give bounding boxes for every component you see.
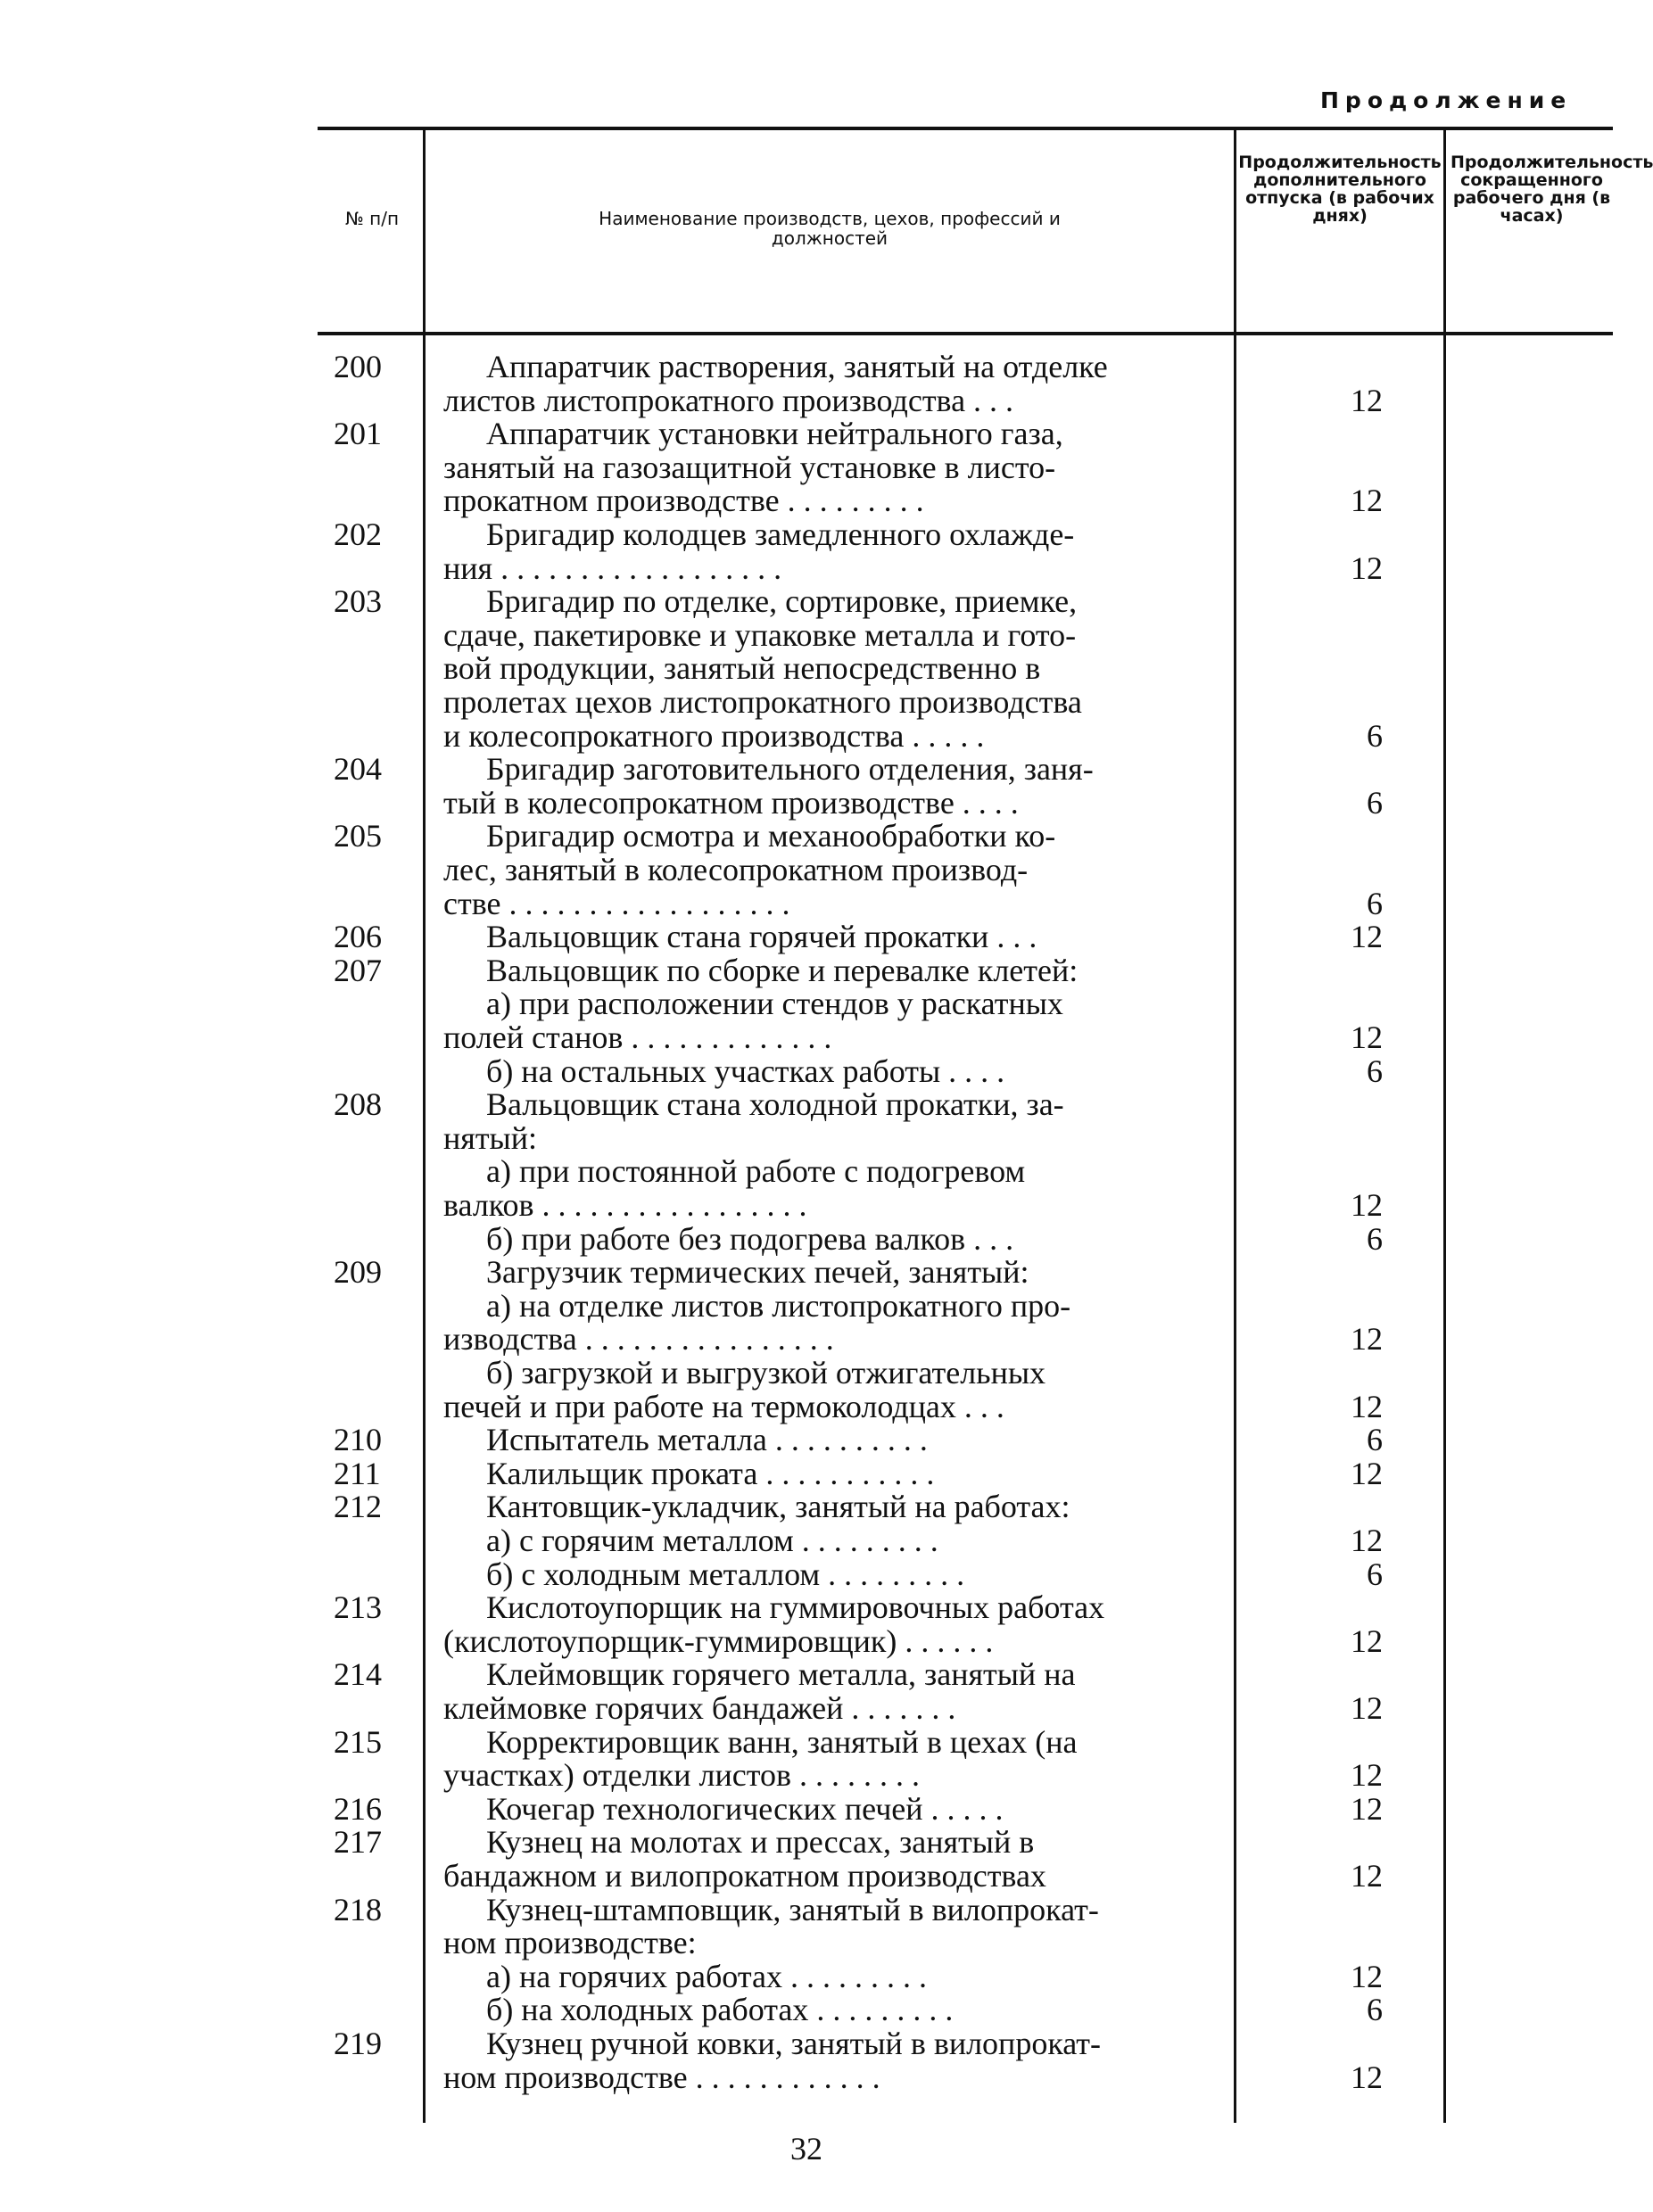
- description-line: Кузнец-штамповщик, занятый в вилопрокат-: [486, 1891, 1099, 1927]
- row-description: [443, 1891, 1227, 2028]
- description-line: нятый:: [443, 1119, 538, 1156]
- table-row: [0, 1088, 1613, 1256]
- row-number: 216: [334, 1790, 382, 1827]
- description-line: Кузнец на молотах и прессах, занятый в: [486, 1824, 1035, 1861]
- row-number: 212: [334, 1489, 382, 1525]
- leave-days-value: 12: [1351, 1019, 1383, 1055]
- header-name: Наименование производств, цехов, профессий и должностей: [599, 208, 1061, 249]
- description-line: а) на горячих работах . . . . . . . . .: [486, 1958, 927, 1994]
- description-line: Вальцовщик стана горячей прокатки . . .: [486, 919, 1037, 955]
- header-additional-leave: Продолжительность дополнительного отпуска (в рабочих днях): [1238, 153, 1442, 226]
- description-line: (кислотоупорщик-гуммировщик) . . . . . .: [443, 1622, 994, 1659]
- row-number: 215: [334, 1723, 382, 1760]
- row-description: [443, 753, 1227, 820]
- leave-days-value: 12: [1351, 1757, 1383, 1794]
- table-row: [0, 1723, 1613, 1794]
- description-line: б) при работе без подогрева валков . . .: [486, 1220, 1014, 1257]
- row-number: 219: [334, 2026, 382, 2061]
- description-line: Бригадир заготовительного отделения, заня-: [486, 751, 1094, 788]
- description-line: Бригадир осмотра и механообработки ко-: [486, 818, 1056, 854]
- description-line: Загрузчик термических печей, занятый:: [486, 1254, 1029, 1291]
- description-line: Кузнец ручной ковки, занятый в вилопрокат-: [486, 2026, 1102, 2061]
- table-row: [0, 1891, 1613, 2028]
- table-row: [0, 585, 1613, 753]
- leave-days-value: 12: [1351, 549, 1383, 586]
- table-row: [0, 1457, 1613, 1491]
- description-line: Кантовщик-укладчик, занятый на работах:: [486, 1489, 1070, 1525]
- description-line: листов листопрокатного производства . . .: [443, 382, 1014, 418]
- leave-days-value: 12: [1351, 1321, 1383, 1358]
- description-line: тый в колесопрокатном производстве . . . .: [443, 784, 1019, 821]
- description-line: занятый на газозащитной установке в листо-: [443, 449, 1056, 485]
- row-description: [443, 820, 1227, 920]
- description-line: лес, занятый в колесопрокатном производ-: [443, 851, 1029, 887]
- description-line: бандажном и вилопрокатном производствах: [443, 1857, 1046, 1894]
- description-line: и колесопрокатного производства . . . . .: [443, 717, 985, 754]
- description-line: ния . . . . . . . . . . . . . . . . . .: [443, 549, 782, 586]
- table-row: [0, 1424, 1613, 1457]
- leave-days-value: 12: [1351, 1186, 1383, 1223]
- table-row: [0, 351, 1613, 417]
- row-description: [443, 1790, 1227, 1827]
- leave-days-value: 12: [1351, 1622, 1383, 1659]
- description-line: Бригадир по отделке, сортировке, приемке,: [486, 583, 1078, 620]
- row-number: 218: [334, 1891, 382, 1927]
- leave-days-value: 6: [1367, 1556, 1383, 1592]
- description-line: Бригадир колодцев замедленного охлажде-: [486, 516, 1075, 552]
- description-line: прокатном производстве . . . . . . . . .: [443, 483, 924, 519]
- leave-days-value: 6: [1367, 1220, 1383, 1257]
- table-row: [0, 920, 1613, 954]
- leave-days-value: 12: [1351, 1790, 1383, 1827]
- leave-days-value: 6: [1367, 885, 1383, 921]
- table-row: [0, 1591, 1613, 1658]
- row-description: [443, 518, 1227, 585]
- description-line: Клеймовщик горячего металла, занятый на: [486, 1656, 1076, 1693]
- row-description: [443, 1256, 1227, 1424]
- leave-days-value: 12: [1351, 1455, 1383, 1491]
- row-description: [443, 1424, 1227, 1457]
- table-row: [0, 2027, 1613, 2094]
- header-number: № п/п: [344, 208, 400, 229]
- row-number: 213: [334, 1589, 382, 1626]
- leave-days-value: 6: [1367, 1052, 1383, 1089]
- description-line: ном производстве:: [443, 1925, 697, 1961]
- row-number: 206: [334, 919, 382, 955]
- leave-days-value: 12: [1351, 1522, 1383, 1558]
- row-description: [443, 1088, 1227, 1256]
- description-line: участках) отделки листов . . . . . . . .: [443, 1757, 920, 1794]
- row-number: 203: [334, 583, 382, 620]
- row-number: 210: [334, 1422, 382, 1458]
- row-description: [443, 954, 1227, 1088]
- row-number: 201: [334, 416, 382, 452]
- row-number: 217: [334, 1824, 382, 1861]
- table-row: [0, 1490, 1613, 1591]
- description-line: б) на остальных участках работы . . . .: [486, 1052, 1005, 1089]
- description-line: Аппаратчик растворения, занятый на отделке: [486, 349, 1108, 384]
- row-description: [443, 2027, 1227, 2094]
- row-description: [443, 1457, 1227, 1491]
- description-line: сдаче, пакетировке и упаковке металла и гото-: [443, 616, 1077, 653]
- leave-days-value: 12: [1351, 2059, 1383, 2095]
- leave-days-value: 6: [1367, 1422, 1383, 1458]
- leave-days-value: 6: [1367, 1992, 1383, 2028]
- description-line: Испытатель металла . . . . . . . . . .: [486, 1422, 928, 1458]
- table-row: [0, 1790, 1613, 1827]
- leave-days-value: 12: [1351, 1857, 1383, 1894]
- description-line: Кочегар технологических печей . . . . .: [486, 1790, 1004, 1827]
- description-line: пролетах цехов листопрокатного производства: [443, 683, 1082, 720]
- description-line: ном производстве . . . . . . . . . . . .: [443, 2059, 880, 2095]
- header-reduced-hours: Продолжительность сокращенного рабочего дня (в часах): [1451, 153, 1653, 226]
- description-line: а) с горячим металлом . . . . . . . . .: [486, 1522, 938, 1558]
- description-line: стве . . . . . . . . . . . . . . . . . .: [443, 885, 790, 921]
- row-description: [443, 1723, 1227, 1794]
- table-row: [0, 753, 1613, 820]
- leave-days-value: 12: [1351, 483, 1383, 519]
- description-line: вой продукции, занятый непосредственно в: [443, 650, 1041, 687]
- row-number: 207: [334, 952, 382, 988]
- description-line: а) при постоянной работе с подогревом: [486, 1153, 1026, 1190]
- table-row: [0, 1256, 1613, 1424]
- row-description: [443, 351, 1227, 417]
- row-description: [443, 1826, 1227, 1893]
- header-bottom-rule: [318, 332, 1613, 335]
- leave-days-value: 12: [1351, 382, 1383, 418]
- row-number: 205: [334, 818, 382, 854]
- page-number: 32: [790, 2131, 822, 2167]
- description-line: а) на отделке листов листопрокатного про-: [486, 1287, 1071, 1324]
- description-line: клеймовке горячих бандажей . . . . . . .: [443, 1689, 956, 1726]
- row-number: 202: [334, 516, 382, 552]
- row-description: [443, 1490, 1227, 1591]
- description-line: изводства . . . . . . . . . . . . . . . .: [443, 1321, 834, 1358]
- row-number: 214: [334, 1656, 382, 1693]
- description-line: полей станов . . . . . . . . . . . . .: [443, 1019, 832, 1055]
- description-line: б) на холодных работах . . . . . . . . .: [486, 1992, 954, 2028]
- description-line: б) загрузкой и выгрузкой отжигательных: [486, 1354, 1046, 1391]
- table-row: [0, 518, 1613, 585]
- description-line: б) с холодным металлом . . . . . . . . .: [486, 1556, 965, 1592]
- description-line: Калильщик проката . . . . . . . . . . .: [486, 1455, 935, 1491]
- continuation-label: Продолжение: [1320, 87, 1573, 113]
- leave-days-value: 6: [1367, 784, 1383, 821]
- table-top-rule: [318, 127, 1613, 130]
- description-line: Аппаратчик установки нейтрального газа,: [486, 416, 1063, 452]
- leave-days-value: 12: [1351, 1958, 1383, 1994]
- description-line: Вальцовщик по сборке и перевалке клетей:: [486, 952, 1079, 988]
- table-row: [0, 1658, 1613, 1725]
- leave-days-value: 12: [1351, 919, 1383, 955]
- row-description: [443, 585, 1227, 753]
- table-row: [0, 820, 1613, 920]
- row-number: 208: [334, 1086, 382, 1123]
- row-number: 209: [334, 1254, 382, 1291]
- description-line: валков . . . . . . . . . . . . . . . . .: [443, 1186, 807, 1223]
- row-description: [443, 417, 1227, 518]
- leave-days-value: 12: [1351, 1689, 1383, 1726]
- row-description: [443, 1591, 1227, 1658]
- description-line: Корректировщик ванн, занятый в цехах (на: [486, 1723, 1078, 1760]
- description-line: Вальцовщик стана холодной прокатки, за-: [486, 1086, 1064, 1123]
- description-line: Кислотоупорщик на гуммировочных работах: [486, 1589, 1105, 1626]
- table-row: [0, 954, 1613, 1088]
- leave-days-value: 6: [1367, 717, 1383, 754]
- row-number: 204: [334, 751, 382, 788]
- leave-days-value: 12: [1351, 1388, 1383, 1424]
- row-number: 211: [334, 1455, 381, 1491]
- row-description: [443, 1658, 1227, 1725]
- row-description: [443, 920, 1227, 954]
- row-number: 200: [334, 349, 382, 384]
- table-row: [0, 1826, 1613, 1893]
- table-row: [0, 417, 1613, 518]
- description-line: а) при расположении стендов у раскатных: [486, 986, 1063, 1022]
- description-line: печей и при работе на термоколодцах . . .: [443, 1388, 1004, 1424]
